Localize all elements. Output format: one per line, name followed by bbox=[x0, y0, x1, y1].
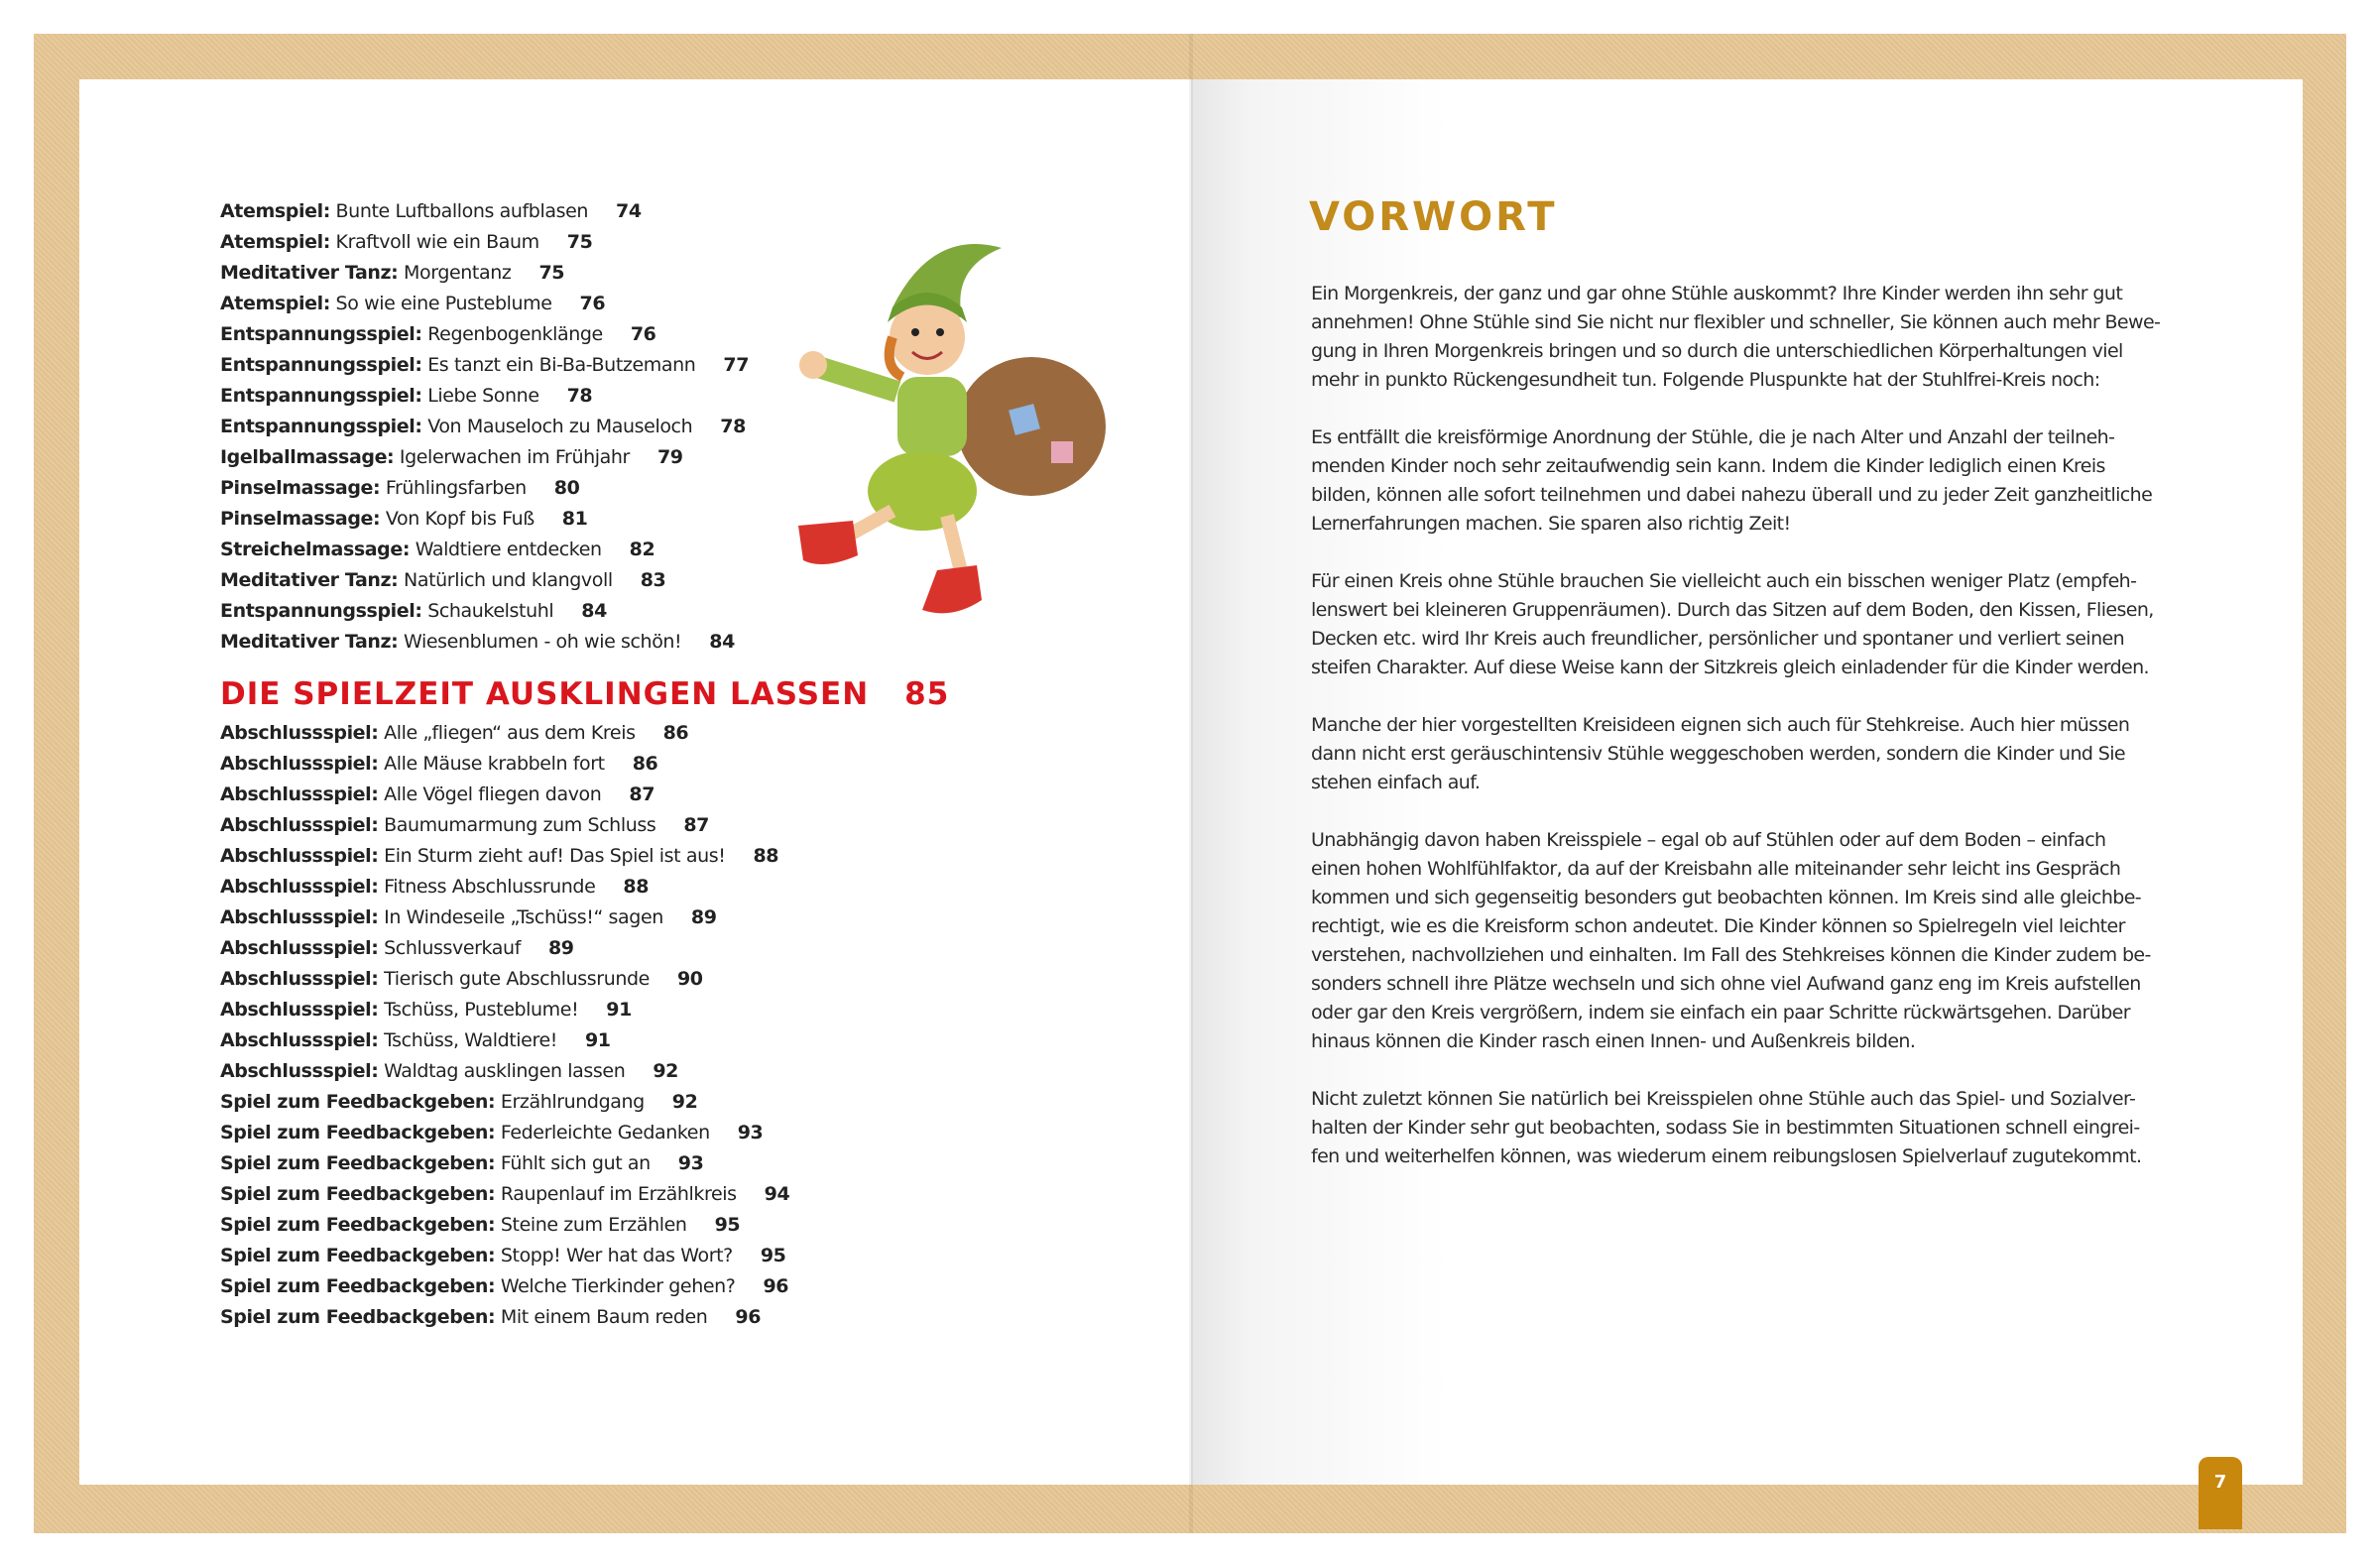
toc-category: Entspannungsspiel: bbox=[220, 385, 422, 407]
toc-title: Es tanzt ein Bi-Ba-Butzemann bbox=[427, 354, 696, 376]
toc-category: Abschlussspiel: bbox=[220, 999, 379, 1021]
toc-entry bbox=[220, 1210, 789, 1241]
toc-title: Steine zum Erzählen bbox=[500, 1214, 687, 1236]
toc-title: Liebe Sonne bbox=[427, 385, 539, 407]
toc-category: Abschlussspiel: bbox=[220, 722, 379, 744]
text-line: lenswert bei kleineren Gruppenräumen). Durch das Sitzen auf dem Boden, den Kissen, Fliesen, bbox=[1311, 599, 2154, 621]
toc-title: Stopp! Wer hat das Wort? bbox=[500, 1245, 733, 1266]
toc-category: Meditativer Tanz: bbox=[220, 262, 399, 284]
text-line: kommen und sich gegenseitig besonders gut beobachten können. Im Kreis sind alle gleichbe- bbox=[1311, 887, 2142, 908]
toc-entry bbox=[220, 442, 749, 473]
paragraph bbox=[1311, 826, 2184, 1056]
toc-page-number: 77 bbox=[723, 354, 750, 376]
toc-page-number: 74 bbox=[616, 200, 642, 222]
toc-category: Pinselmassage: bbox=[220, 477, 381, 499]
text-line: halten der Kinder sehr gut beobachten, sodass Sie in bestimmten Situationen schnell eingrei- bbox=[1311, 1117, 2140, 1139]
toc-page-number: 93 bbox=[737, 1122, 764, 1143]
toc-entry bbox=[220, 381, 749, 412]
toc-entry bbox=[220, 933, 789, 964]
toc-entry bbox=[220, 350, 749, 381]
toc-category: Atemspiel: bbox=[220, 200, 330, 222]
toc-entry bbox=[220, 902, 789, 933]
toc-page-number: 76 bbox=[630, 323, 656, 345]
toc-entry bbox=[220, 412, 749, 442]
toc-entry bbox=[220, 196, 749, 227]
toc-category: Spiel zum Feedbackgeben: bbox=[220, 1152, 496, 1174]
section-page: 85 bbox=[904, 676, 950, 712]
text-line: sonders schnell ihre Plätze wechseln und sich ohne viel Aufwand ganz eng im Kreis aufstellen bbox=[1311, 973, 2141, 995]
text-line: stehen einfach auf. bbox=[1311, 772, 1481, 793]
toc-category: Spiel zum Feedbackgeben: bbox=[220, 1183, 496, 1205]
toc-category: Spiel zum Feedbackgeben: bbox=[220, 1091, 496, 1113]
toc-entry bbox=[220, 872, 789, 902]
table-of-contents-top bbox=[220, 196, 749, 658]
toc-category: Abschlussspiel: bbox=[220, 876, 379, 898]
toc-entry bbox=[220, 627, 749, 658]
toc-category: Meditativer Tanz: bbox=[220, 631, 399, 653]
toc-title: Erzählrundgang bbox=[500, 1091, 645, 1113]
toc-entry bbox=[220, 995, 789, 1025]
toc-page-number: 89 bbox=[690, 906, 717, 928]
section-title: DIE SPIELZEIT AUSKLINGEN LASSEN bbox=[220, 676, 870, 712]
toc-title: Tierisch gute Abschlussrunde bbox=[384, 968, 650, 990]
toc-title: Fühlt sich gut an bbox=[500, 1152, 651, 1174]
toc-title: Welche Tierkinder gehen? bbox=[500, 1275, 736, 1297]
text-line: Lernerfahrungen machen. Sie sparen also richtig Zeit! bbox=[1311, 513, 1791, 535]
toc-category: Atemspiel: bbox=[220, 231, 330, 253]
toc-category: Spiel zum Feedbackgeben: bbox=[220, 1122, 496, 1143]
toc-entry bbox=[220, 964, 789, 995]
toc-entry bbox=[220, 780, 789, 810]
toc-title: Schlussverkauf bbox=[384, 937, 521, 959]
toc-category: Abschlussspiel: bbox=[220, 1060, 379, 1082]
toc-category: Abschlussspiel: bbox=[220, 968, 379, 990]
toc-category: Entspannungsspiel: bbox=[220, 416, 422, 437]
toc-category: Spiel zum Feedbackgeben: bbox=[220, 1245, 496, 1266]
toc-page-number: 91 bbox=[584, 1029, 611, 1051]
toc-page-number: 95 bbox=[714, 1214, 741, 1236]
toc-page-number: 88 bbox=[753, 845, 779, 867]
toc-title: Von Mauseloch zu Mauseloch bbox=[427, 416, 693, 437]
toc-entry bbox=[220, 1179, 789, 1210]
toc-page-number: 86 bbox=[632, 753, 658, 775]
toc-page-number: 75 bbox=[538, 262, 565, 284]
page-number: 7 bbox=[2199, 1457, 2242, 1529]
book-spine bbox=[1189, 34, 1193, 1533]
toc-title: Von Kopf bis Fuß bbox=[385, 508, 535, 530]
toc-category: Entspannungsspiel: bbox=[220, 600, 422, 622]
toc-page-number: 84 bbox=[709, 631, 735, 653]
toc-category: Streichelmassage: bbox=[220, 539, 411, 560]
toc-page-number: 94 bbox=[764, 1183, 790, 1205]
toc-page-number: 95 bbox=[760, 1245, 786, 1266]
text-line: Es entfällt die kreisförmige Anordnung der Stühle, die je nach Alter und Anzahl der teilneh- bbox=[1311, 426, 2115, 448]
toc-title: Kraftvoll wie ein Baum bbox=[335, 231, 539, 253]
toc-category: Abschlussspiel: bbox=[220, 783, 379, 805]
text-line: fen und weiterhelfen können, was wiederum einem reibungslosen Spielverlauf zugutekommt. bbox=[1311, 1145, 2142, 1167]
toc-title: Alle Mäuse krabbeln fort bbox=[384, 753, 605, 775]
toc-title: Mit einem Baum reden bbox=[500, 1306, 708, 1328]
toc-entry bbox=[220, 504, 749, 535]
toc-category: Abschlussspiel: bbox=[220, 814, 379, 836]
text-line: gung in Ihren Morgenkreis bringen und so durch die unterschiedlichen Körperhaltungen viel bbox=[1311, 340, 2123, 362]
toc-title: Frühlingsfarben bbox=[385, 477, 527, 499]
text-line: verstehen, nachvollziehen und einhalten. Im Fall des Stehkreises können die Kinder zudem be- bbox=[1311, 944, 2151, 966]
toc-category: Entspannungsspiel: bbox=[220, 354, 422, 376]
toc-title: Alle „fliegen“ aus dem Kreis bbox=[384, 722, 636, 744]
text-line: Nicht zuletzt können Sie natürlich bei Kreisspielen ohne Stühle auch das Spiel- und Sozialver- bbox=[1311, 1088, 2136, 1110]
toc-title: Schaukelstuhl bbox=[427, 600, 554, 622]
text-line: einen hohen Wohlfühlfaktor, da auf der Kreisbahn alle miteinander sehr leicht ins Gespräch bbox=[1311, 858, 2121, 880]
toc-page-number: 75 bbox=[566, 231, 593, 253]
toc-entry bbox=[220, 1241, 789, 1271]
toc-page-number: 89 bbox=[547, 937, 574, 959]
section-heading bbox=[220, 676, 949, 712]
toc-page-number: 87 bbox=[683, 814, 709, 836]
toc-entry bbox=[220, 289, 749, 319]
toc-entry bbox=[220, 841, 789, 872]
text-line: Unabhängig davon haben Kreisspiele – egal ob auf Stühlen oder auf dem Boden – einfach bbox=[1311, 829, 2106, 851]
toc-title: Raupenlauf im Erzählkreis bbox=[500, 1183, 737, 1205]
paragraph bbox=[1311, 423, 2184, 539]
text-line: dann nicht erst geräuschintensiv Stühle weggeschoben werden, sondern die Kinder und Sie bbox=[1311, 743, 2126, 765]
toc-title: Waldtiere entdecken bbox=[415, 539, 602, 560]
foreword-heading: VORWORT bbox=[1309, 194, 1558, 240]
toc-entry bbox=[220, 258, 749, 289]
toc-category: Abschlussspiel: bbox=[220, 906, 379, 928]
toc-page-number: 93 bbox=[677, 1152, 704, 1174]
toc-entry bbox=[220, 565, 749, 596]
paragraph bbox=[1311, 1085, 2184, 1171]
toc-page-number: 84 bbox=[581, 600, 607, 622]
text-line: Für einen Kreis ohne Stühle brauchen Sie vielleicht auch ein bisschen weniger Platz (empfeh- bbox=[1311, 570, 2137, 592]
toc-page-number: 82 bbox=[629, 539, 655, 560]
text-line: Manche der hier vorgestellten Kreisideen eignen sich auch für Stehkreise. Auch hier müssen bbox=[1311, 714, 2130, 736]
toc-entry bbox=[220, 810, 789, 841]
toc-page-number: 86 bbox=[662, 722, 689, 744]
toc-title: Tschüss, Pusteblume! bbox=[384, 999, 579, 1021]
toc-category: Spiel zum Feedbackgeben: bbox=[220, 1306, 496, 1328]
toc-title: Bunte Luftballons aufblasen bbox=[335, 200, 588, 222]
toc-title: So wie eine Pusteblume bbox=[335, 293, 552, 314]
toc-page-number: 96 bbox=[763, 1275, 789, 1297]
toc-entry bbox=[220, 1302, 789, 1333]
text-line: annehmen! Ohne Stühle sind Sie nicht nur flexibler und schneller, Sie können auch mehr Bewe- bbox=[1311, 311, 2161, 333]
toc-category: Abschlussspiel: bbox=[220, 937, 379, 959]
foreword-body bbox=[1311, 280, 2184, 1200]
toc-category: Atemspiel: bbox=[220, 293, 330, 314]
text-line: mehr in punkto Rückengesundheit tun. Folgende Pluspunkte hat der Stuhlfrei-Kreis noch: bbox=[1311, 369, 2100, 391]
toc-title: Ein Sturm zieht auf! Das Spiel ist aus! bbox=[384, 845, 726, 867]
toc-title: Tschüss, Waldtiere! bbox=[384, 1029, 557, 1051]
toc-page-number: 87 bbox=[629, 783, 655, 805]
toc-category: Abschlussspiel: bbox=[220, 1029, 379, 1051]
toc-entry bbox=[220, 319, 749, 350]
text-line: Decken etc. wird Ihr Kreis auch freundlicher, persönlicher und spontaner und verliert seinen bbox=[1311, 628, 2125, 650]
toc-entry bbox=[220, 1148, 789, 1179]
toc-page-number: 91 bbox=[606, 999, 632, 1021]
toc-title: Morgentanz bbox=[404, 262, 512, 284]
toc-title: In Windeseile „Tschüss!“ sagen bbox=[384, 906, 663, 928]
toc-entry bbox=[220, 596, 749, 627]
toc-category: Spiel zum Feedbackgeben: bbox=[220, 1214, 496, 1236]
toc-entry bbox=[220, 535, 749, 565]
table-of-contents-bottom bbox=[220, 718, 789, 1333]
toc-page-number: 96 bbox=[735, 1306, 762, 1328]
paragraph bbox=[1311, 567, 2184, 682]
toc-page-number: 78 bbox=[720, 416, 746, 437]
toc-category: Meditativer Tanz: bbox=[220, 569, 399, 591]
toc-entry bbox=[220, 1118, 789, 1148]
gnome-illustration bbox=[774, 228, 1121, 645]
toc-title: Natürlich und klangvoll bbox=[404, 569, 613, 591]
text-line: rechtigt, wie es die Kreisform schon andeutet. Die Kinder können so Spielregeln viel leichter bbox=[1311, 915, 2125, 937]
toc-page-number: 92 bbox=[671, 1091, 698, 1113]
toc-page-number: 79 bbox=[656, 446, 683, 468]
toc-title: Wiesenblumen - oh wie schön! bbox=[404, 631, 682, 653]
toc-entry bbox=[220, 749, 789, 780]
toc-category: Spiel zum Feedbackgeben: bbox=[220, 1275, 496, 1297]
toc-category: Entspannungsspiel: bbox=[220, 323, 422, 345]
toc-page-number: 92 bbox=[653, 1060, 678, 1082]
toc-title: Igelerwachen im Frühjahr bbox=[399, 446, 630, 468]
toc-entry bbox=[220, 1025, 789, 1056]
text-line: menden Kinder noch sehr zeitaufwendig sein kann. Indem die Kinder lediglich einen Kreis bbox=[1311, 455, 2105, 477]
toc-title: Waldtag ausklingen lassen bbox=[384, 1060, 626, 1082]
toc-title: Fitness Abschlussrunde bbox=[384, 876, 596, 898]
toc-page-number: 80 bbox=[553, 477, 580, 499]
text-line: Ein Morgenkreis, der ganz und gar ohne Stühle auskommt? Ihre Kinder werden ihn sehr gut bbox=[1311, 283, 2123, 304]
text-line: bilden, können alle sofort teilnehmen und dabei nahezu überall und zu jeder Zeit ganzheitliche bbox=[1311, 484, 2153, 506]
toc-page-number: 81 bbox=[561, 508, 588, 530]
toc-title: Alle Vögel fliegen davon bbox=[384, 783, 602, 805]
toc-title: Baumumarmung zum Schluss bbox=[384, 814, 656, 836]
paragraph bbox=[1311, 711, 2184, 797]
toc-entry bbox=[220, 1271, 789, 1302]
toc-page-number: 76 bbox=[579, 293, 606, 314]
toc-entry bbox=[220, 1056, 789, 1087]
toc-page-number: 83 bbox=[640, 569, 666, 591]
toc-page-number: 90 bbox=[676, 968, 703, 990]
text-line: steifen Charakter. Auf diese Weise kann der Sitzkreis gleich einladender für die Kinder werden. bbox=[1311, 657, 2149, 678]
toc-entry bbox=[220, 473, 749, 504]
text-line: hinaus können die Kinder rasch einen Innen- und Außenkreis bilden. bbox=[1311, 1030, 1916, 1052]
toc-title: Federleichte Gedanken bbox=[500, 1122, 710, 1143]
toc-page-number: 88 bbox=[623, 876, 650, 898]
text-line: oder gar den Kreis vergrößern, indem sie einfach ein paar Schritte rückwärtsgehen. Darüber bbox=[1311, 1002, 2130, 1023]
toc-category: Igelballmassage: bbox=[220, 446, 395, 468]
toc-entry bbox=[220, 718, 789, 749]
toc-category: Abschlussspiel: bbox=[220, 753, 379, 775]
toc-page-number: 78 bbox=[566, 385, 593, 407]
toc-entry bbox=[220, 1087, 789, 1118]
paragraph bbox=[1311, 280, 2184, 395]
toc-category: Abschlussspiel: bbox=[220, 845, 379, 867]
toc-title: Regenbogenklänge bbox=[427, 323, 603, 345]
toc-category: Pinselmassage: bbox=[220, 508, 381, 530]
toc-entry bbox=[220, 227, 749, 258]
